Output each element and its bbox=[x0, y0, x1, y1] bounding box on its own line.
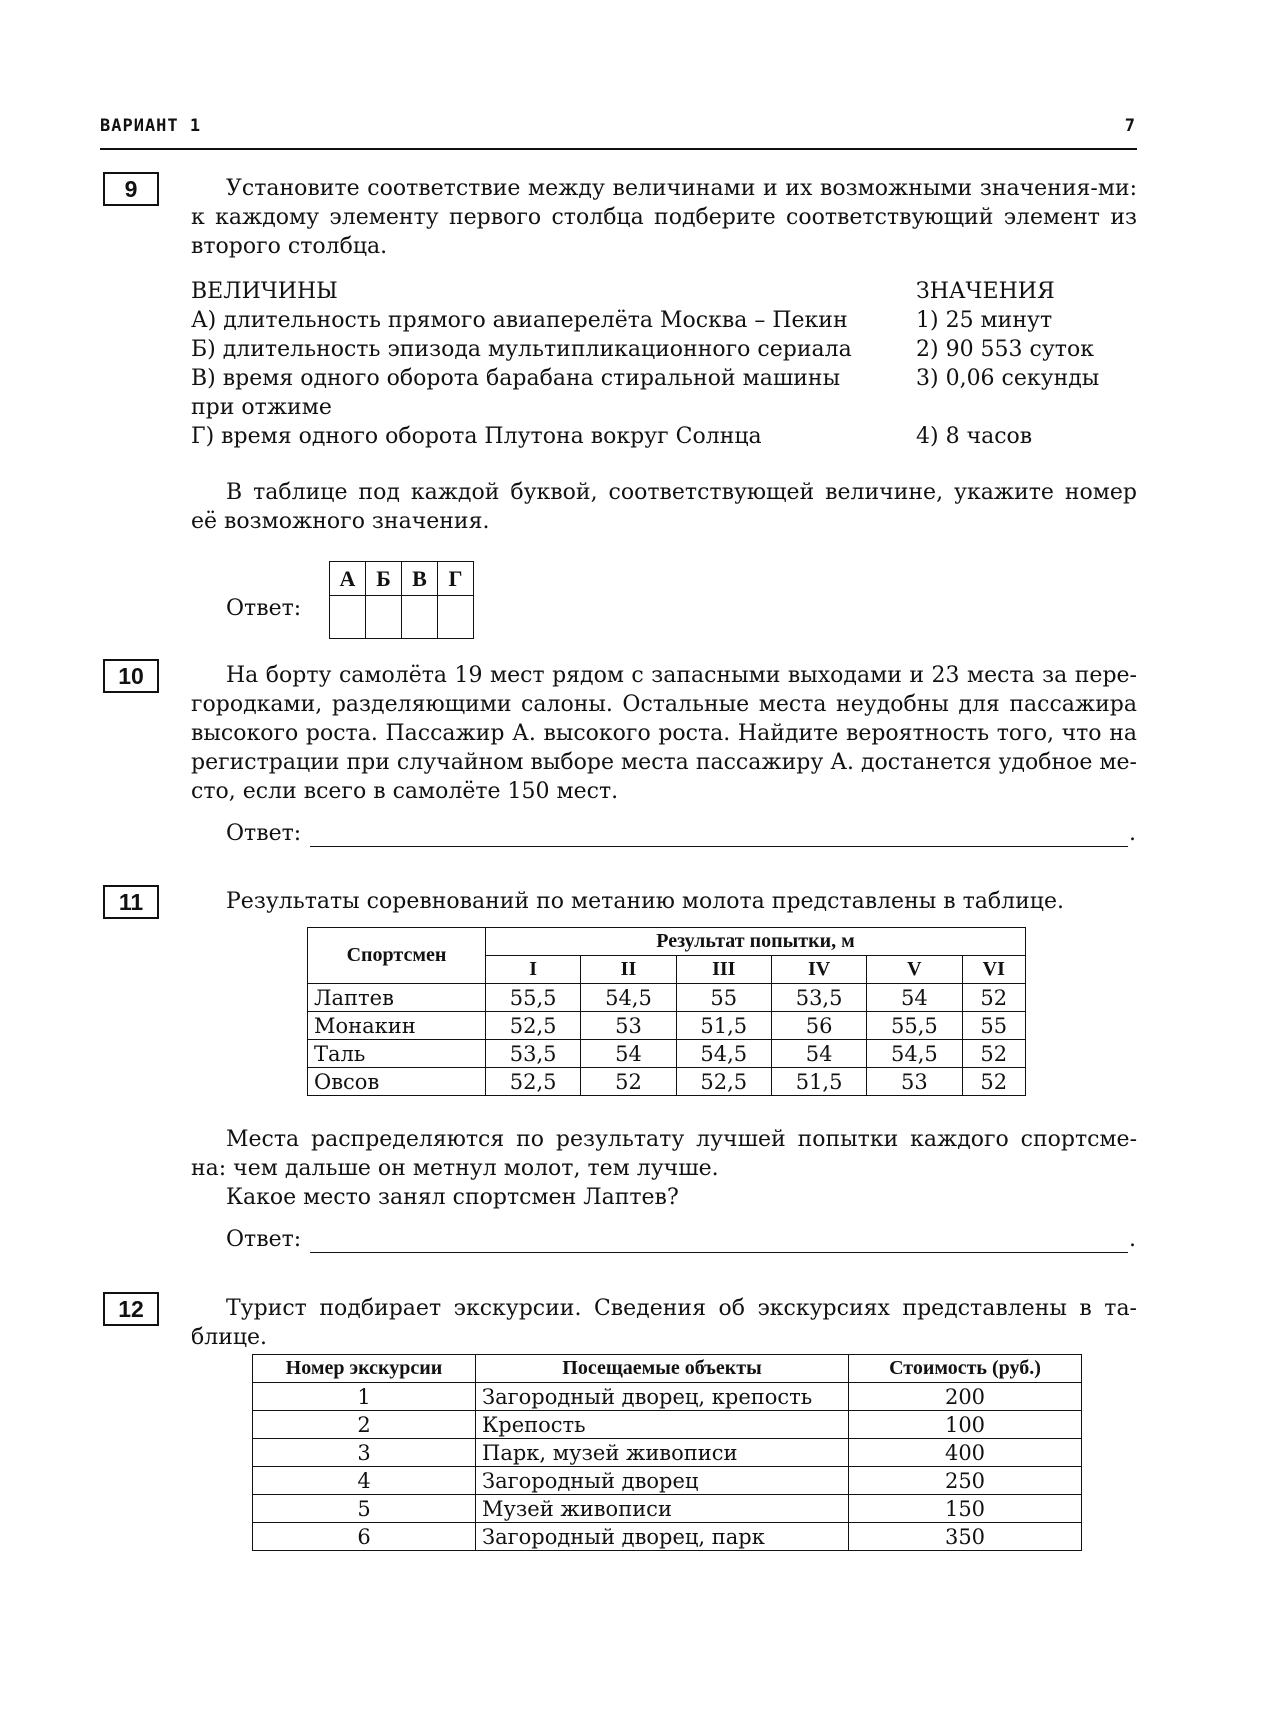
result-cell: 55 bbox=[676, 984, 771, 1012]
excursion-cost: 350 bbox=[849, 1523, 1082, 1551]
excursion-number: 2 bbox=[253, 1411, 476, 1439]
result-cell: 52,5 bbox=[676, 1068, 771, 1096]
page-number: 7 bbox=[1124, 116, 1135, 136]
q9-instruction: В таблице под каждой буквой, соответствующей величине, укажите номер её возможного значения. bbox=[191, 480, 1137, 534]
question-number-9: 9 bbox=[103, 172, 159, 206]
table-row bbox=[253, 1467, 1082, 1495]
q9-value-4: 4) 8 часов bbox=[916, 424, 1033, 449]
q9-answer-label: Ответ: bbox=[226, 596, 302, 621]
result-cell: 52 bbox=[962, 1068, 1025, 1096]
result-cell: 53,5 bbox=[486, 1040, 581, 1068]
answer-cell-b[interactable] bbox=[366, 596, 402, 639]
answer-cell-v[interactable] bbox=[402, 596, 438, 639]
athlete-name: Лаптев bbox=[308, 984, 486, 1012]
q9-answer-table bbox=[329, 561, 474, 639]
answer-cell-a[interactable] bbox=[330, 596, 366, 639]
result-cell: 54 bbox=[771, 1040, 866, 1068]
result-cell: 52 bbox=[962, 1040, 1025, 1068]
result-cell: 54 bbox=[581, 1040, 676, 1068]
q9-item-a: А) длительность прямого авиаперелёта Москва – Пекин bbox=[191, 308, 848, 333]
result-cell: 55,5 bbox=[486, 984, 581, 1012]
table-row bbox=[308, 984, 1026, 1012]
col-athlete-header: Спортсмен bbox=[308, 928, 486, 984]
result-cell: 55 bbox=[962, 1012, 1025, 1040]
result-cell: 52,5 bbox=[486, 1012, 581, 1040]
results-table bbox=[307, 927, 1026, 1096]
result-cell: 55,5 bbox=[867, 1012, 962, 1040]
excursion-cost: 400 bbox=[849, 1439, 1082, 1467]
excursion-number: 6 bbox=[253, 1523, 476, 1551]
result-cell: 52 bbox=[581, 1068, 676, 1096]
table-row bbox=[308, 1040, 1026, 1068]
q11-intro: Результаты соревнований по метанию молота представлены в таблице. bbox=[226, 889, 1064, 914]
excursion-number: 5 bbox=[253, 1495, 476, 1523]
excursion-cost: 200 bbox=[849, 1383, 1082, 1411]
athlete-name: Овсов bbox=[308, 1068, 486, 1096]
q9-item-v: В) время одного оборота барабана стиральной машины bbox=[191, 366, 841, 391]
table-row bbox=[253, 1411, 1082, 1439]
excursion-objects: Парк, музей живописи bbox=[476, 1439, 849, 1467]
attempt-header: V bbox=[867, 956, 962, 984]
question-number-10: 10 bbox=[103, 659, 159, 693]
result-cell: 54,5 bbox=[676, 1040, 771, 1068]
excursion-cost: 250 bbox=[849, 1467, 1082, 1495]
q9-item-v-cont: при отжиме bbox=[191, 395, 332, 420]
answer-letter-v: В bbox=[402, 562, 438, 596]
attempt-header: IV bbox=[771, 956, 866, 984]
table-row bbox=[253, 1439, 1082, 1467]
excursion-number: 3 bbox=[253, 1439, 476, 1467]
result-cell: 51,5 bbox=[676, 1012, 771, 1040]
page-header bbox=[100, 112, 1137, 150]
answer-letter-b: Б bbox=[366, 562, 402, 596]
excursion-cost: 100 bbox=[849, 1411, 1082, 1439]
col-result-header: Результат попытки, м bbox=[486, 928, 1026, 956]
table-row bbox=[253, 1523, 1082, 1551]
variant-title: ВАРИАНТ 1 bbox=[100, 116, 202, 136]
answer-cell-g[interactable] bbox=[438, 596, 474, 639]
q9-value-3: 3) 0,06 секунды bbox=[916, 366, 1100, 391]
table-row bbox=[308, 1068, 1026, 1096]
result-cell: 51,5 bbox=[771, 1068, 866, 1096]
q11-answer-label: Ответ: bbox=[226, 1227, 302, 1252]
q11-text: Места распределяются по результату лучшей попытки каждого спортсме-на: чем дальше он метнул молот, тем лучше. bbox=[191, 1127, 1137, 1181]
table-row bbox=[253, 1383, 1082, 1411]
q10-text: На борту самолёта 19 мест рядом с запасными выходами и 23 места за пере-городками, разделяющими салоны. Остальные места неудобны для пассажира высокого роста. Пассажир А. высокого роста. Найдите вероятность того, что на регистрации при случайном выборе места пассажиру А. достанется удобное ме-сто, если всего в самолёте 150 мест. bbox=[191, 663, 1137, 804]
answer-letter-g: Г bbox=[438, 562, 474, 596]
athlete-name: Монакин bbox=[308, 1012, 486, 1040]
q10-answer-end: . bbox=[1129, 821, 1136, 846]
result-cell: 54,5 bbox=[581, 984, 676, 1012]
q9-item-g: Г) время одного оборота Плутона вокруг Солнца bbox=[191, 424, 762, 449]
result-cell: 53 bbox=[867, 1068, 962, 1096]
q11-answer-end: . bbox=[1129, 1227, 1136, 1252]
q10-answer-label: Ответ: bbox=[226, 821, 302, 846]
result-cell: 53 bbox=[581, 1012, 676, 1040]
result-cell: 52 bbox=[962, 984, 1025, 1012]
q9-col1-title: ВЕЛИЧИНЫ bbox=[191, 279, 338, 304]
excursion-objects: Загородный дворец bbox=[476, 1467, 849, 1495]
excursion-number: 1 bbox=[253, 1383, 476, 1411]
excursion-objects: Крепость bbox=[476, 1411, 849, 1439]
q11-question: Какое место занял спортсмен Лаптев? bbox=[226, 1185, 679, 1210]
attempt-header: III bbox=[676, 956, 771, 984]
excursion-number: 4 bbox=[253, 1467, 476, 1495]
q9-value-1: 1) 25 минут bbox=[916, 308, 1053, 333]
col-header: Стоимость (руб.) bbox=[849, 1355, 1082, 1383]
question-number-11: 11 bbox=[103, 885, 159, 919]
excursion-objects: Загородный дворец, крепость bbox=[476, 1383, 849, 1411]
col-header: Номер экскурсии bbox=[253, 1355, 476, 1383]
q9-value-2: 2) 90 553 суток bbox=[916, 337, 1094, 362]
q9-item-b: Б) длительность эпизода мультипликационного сериала bbox=[191, 337, 852, 362]
attempt-header: II bbox=[581, 956, 676, 984]
excursion-objects: Музей живописи bbox=[476, 1495, 849, 1523]
excursion-objects: Загородный дворец, парк bbox=[476, 1523, 849, 1551]
table-row bbox=[308, 1012, 1026, 1040]
q10-answer-line[interactable] bbox=[310, 846, 1128, 847]
q9-col2-title: ЗНАЧЕНИЯ bbox=[916, 279, 1055, 304]
q11-answer-line[interactable] bbox=[310, 1252, 1128, 1253]
q9-text: Установите соответствие между величинами и их возможными значения-ми: к каждому элементу первого столбца подберите соответствующий элемент из второго столбца. bbox=[191, 176, 1137, 259]
attempt-header: I bbox=[486, 956, 581, 984]
attempt-header: VI bbox=[962, 956, 1025, 984]
excursion-cost: 150 bbox=[849, 1495, 1082, 1523]
excursions-table bbox=[252, 1354, 1082, 1551]
result-cell: 53,5 bbox=[771, 984, 866, 1012]
result-cell: 56 bbox=[771, 1012, 866, 1040]
result-cell: 52,5 bbox=[486, 1068, 581, 1096]
col-header: Посещаемые объекты bbox=[476, 1355, 849, 1383]
result-cell: 54 bbox=[867, 984, 962, 1012]
question-number-12: 12 bbox=[103, 1292, 159, 1326]
answer-letter-a: А bbox=[330, 562, 366, 596]
athlete-name: Таль bbox=[308, 1040, 486, 1068]
result-cell: 54,5 bbox=[867, 1040, 962, 1068]
table-row bbox=[253, 1495, 1082, 1523]
q12-intro: Турист подбирает экскурсии. Сведения об экскурсиях представлены в та-блице. bbox=[191, 1296, 1137, 1350]
